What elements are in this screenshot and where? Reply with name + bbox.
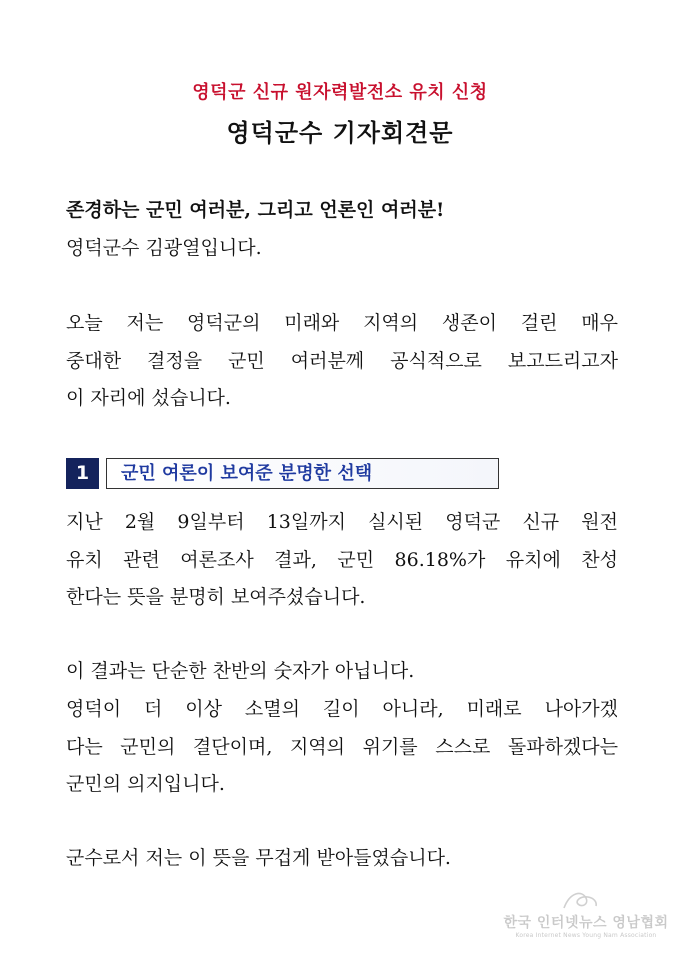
document-title: 영덕군수 기자회견문 — [226, 119, 454, 147]
watermark — [500, 912, 672, 939]
paragraph-line: 지난 2월 9일부터 13일까지 실시된 영덕군 신규 원전 — [66, 511, 618, 533]
paragraph-line: 군수로서 저는 이 뜻을 무겁게 받아들였습니다. — [66, 847, 451, 869]
paragraph-line: 오늘 저는 영덕군의 미래와 지역의 생존이 걸린 매우 — [66, 312, 618, 334]
paragraph-line: 한다는 뜻을 분명히 보여주셨습니다. — [66, 586, 366, 608]
watermark-text: 한국 인터넷뉴스 영남협회 — [503, 915, 669, 931]
watermark-logo-icon — [560, 888, 600, 914]
section-number-badge: 1 — [66, 458, 99, 489]
document-subtitle: 영덕군 신규 원자력발전소 유치 신청 — [192, 82, 488, 103]
watermark-subtext: Korea Internet News Young Nam Association — [515, 932, 657, 939]
paragraph-line: 다는 군민의 결단이며, 지역의 위기를 스스로 돌파하겠다는 — [66, 736, 618, 758]
paragraph-line: 이 자리에 섰습니다. — [66, 387, 231, 409]
paragraph-line: 이 결과는 단순한 찬반의 숫자가 아닙니다. — [66, 660, 415, 682]
greeting-line: 존경하는 군민 여러분, 그리고 언론인 여러분! — [66, 199, 445, 221]
paragraph-line: 중대한 결정을 군민 여러분께 공식적으로 보고드리고자 — [66, 350, 618, 372]
section-heading: 군민 여론이 보여준 분명한 선택 — [106, 458, 499, 489]
paragraph-line: 유치 관련 여론조사 결과, 군민 86.18%가 유치에 찬성 — [66, 549, 618, 571]
paragraph-line: 영덕이 더 이상 소멸의 길이 아니라, 미래로 나아가겠 — [66, 698, 618, 720]
greeting-introduction: 영덕군수 김광열입니다. — [66, 237, 262, 259]
paragraph-line: 군민의 의지입니다. — [66, 773, 225, 795]
